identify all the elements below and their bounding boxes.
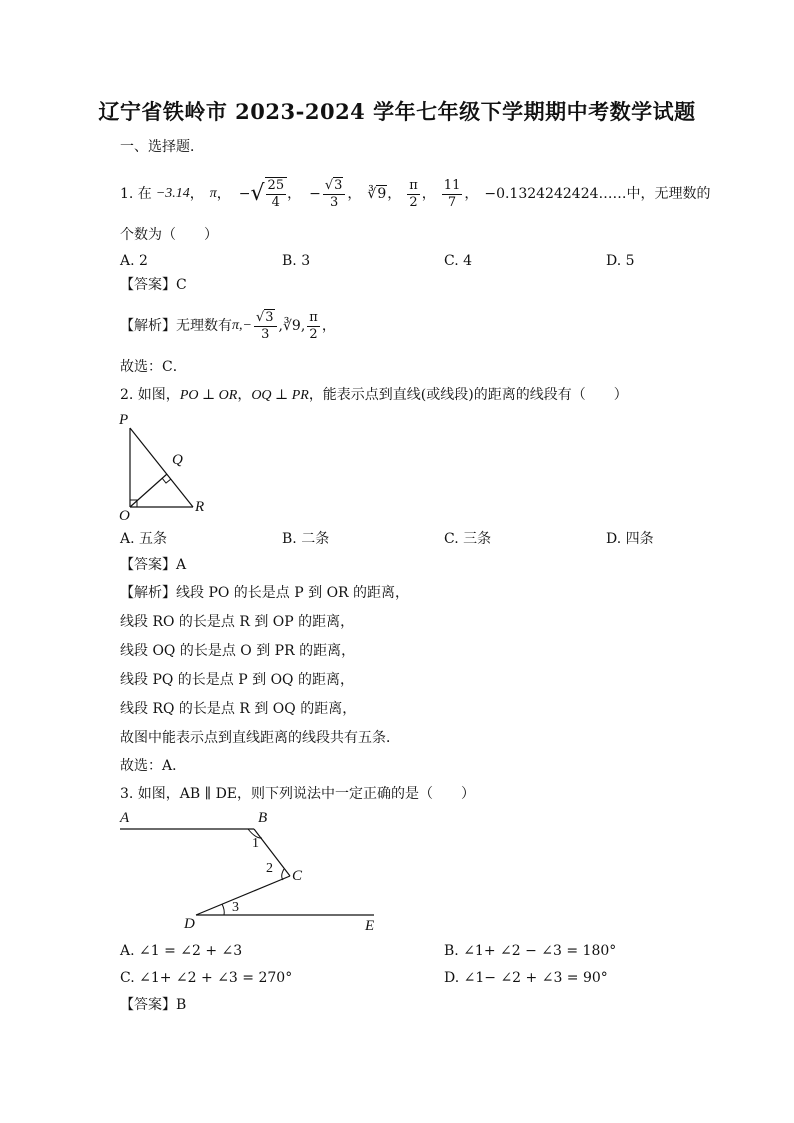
q1-number-a: −3.14: [155, 186, 190, 201]
q3-option-b: B. ∠1+ ∠2 − ∠3 = 180°: [444, 943, 617, 959]
label-r: R: [195, 499, 205, 515]
q2-analysis-line-3: 线段 OQ 的长是点 O 到 PR 的距离，: [120, 643, 356, 659]
q3-option-a: A. ∠1 = ∠2 + ∠3: [120, 943, 243, 959]
q2-analysis-line-2: 线段 RO 的长是点 R 到 OP 的距离，: [120, 614, 355, 630]
q1-pi: π: [209, 186, 217, 201]
angle-arc-3: [222, 904, 224, 915]
q1-option-b: B. 3: [282, 253, 311, 269]
question-1-stem: 1. 在 −3.14 ， π ， − √ $\frac{25}{4}$ ， − $\frac{√3}{3}$ ， ∛9 ， $\frac{\pi}{2}$ ， $\frac{11}{7}$ ， −0.1324242424…… 中，无理数的: [120, 177, 711, 210]
q1-option-c: C. 4: [444, 253, 473, 269]
q1-cube-root: ∛9: [367, 186, 387, 202]
q1-eleven-sevenths: $\frac{11}{7}$: [443, 177, 461, 210]
q1-option-a: A. 2: [120, 253, 148, 269]
q2-analysis-line-1: 【解析】线段 PO 的长是点 P 到 OR 的距离，: [120, 585, 410, 601]
question-2-stem: 2. 如图，PO ⊥ OR，OQ ⊥ PR，能表示点到直线(或线段)的距离的线段有（ ）: [120, 387, 628, 403]
label-q: Q: [172, 452, 183, 468]
page-title: 辽宁省铁岭市 2023-2024 学年七年级下学期期中考数学试题: [98, 99, 696, 124]
label-p: P: [119, 412, 129, 428]
q2-option-b: B. 二条: [282, 531, 330, 547]
q2-analysis-line-4: 线段 PQ 的长是点 P 到 OQ 的距离，: [120, 672, 354, 688]
label-c: C: [292, 868, 303, 884]
q2-answer: 【答案】A: [120, 557, 187, 573]
q2-analysis-line-6: 故图中能表示点到直线距离的线段共有五条．: [120, 730, 400, 746]
q1-decimal: −0.1324242424……: [484, 186, 627, 202]
q2-choose: 故选：A．: [120, 758, 187, 774]
q2-analysis-line-5: 线段 RQ 的长是点 R 到 OQ 的距离，: [120, 701, 357, 717]
section-heading: 一、选择题．: [120, 139, 204, 155]
q2-option-c: C. 三条: [444, 531, 492, 547]
label-a: A: [120, 810, 130, 826]
q1-prefix: 1. 在: [120, 186, 152, 202]
q2-option-d: D. 四条: [606, 531, 654, 547]
q2-option-a: A. 五条: [120, 531, 168, 547]
q1-answer: 【答案】C: [120, 277, 187, 293]
q1-analysis: 【解析】无理数有 π,− $\frac{√3}{3}$ ,∛9, $\frac{\pi}{2}$ ，: [120, 309, 336, 342]
q1-neg-sqrt3-fraction: $\frac{√3}{3}$: [323, 178, 346, 211]
angle-label-1: 1: [252, 836, 259, 851]
q3-option-d: D. ∠1− ∠2 + ∠3 = 90°: [444, 970, 608, 986]
angle-label-3: 3: [232, 900, 239, 915]
label-d: D: [184, 916, 195, 932]
label-o: O: [119, 508, 130, 524]
q1-suffix: 中，无理数的: [626, 186, 711, 202]
label-e: E: [365, 918, 375, 934]
q1-sqrt-fraction: √ $\frac{25}{4}$: [251, 177, 288, 211]
q3-option-c: C. ∠1+ ∠2 + ∠3 = 270°: [120, 970, 293, 986]
label-b: B: [258, 810, 268, 826]
q3-answer: 【答案】B: [120, 997, 187, 1013]
question-3-stem: 3. 如图，AB ∥ DE，则下列说法中一定正确的是（ ）: [120, 786, 476, 802]
q1-pi-over-2: $\frac{\pi}{2}$: [409, 177, 418, 210]
q1-option-d: D. 5: [606, 253, 635, 269]
segment-cd: [196, 876, 290, 915]
angle-label-2: 2: [266, 861, 273, 876]
question-1-line2: 个数为（ ）: [120, 227, 218, 243]
q1-choose: 故选：C．: [120, 359, 187, 375]
